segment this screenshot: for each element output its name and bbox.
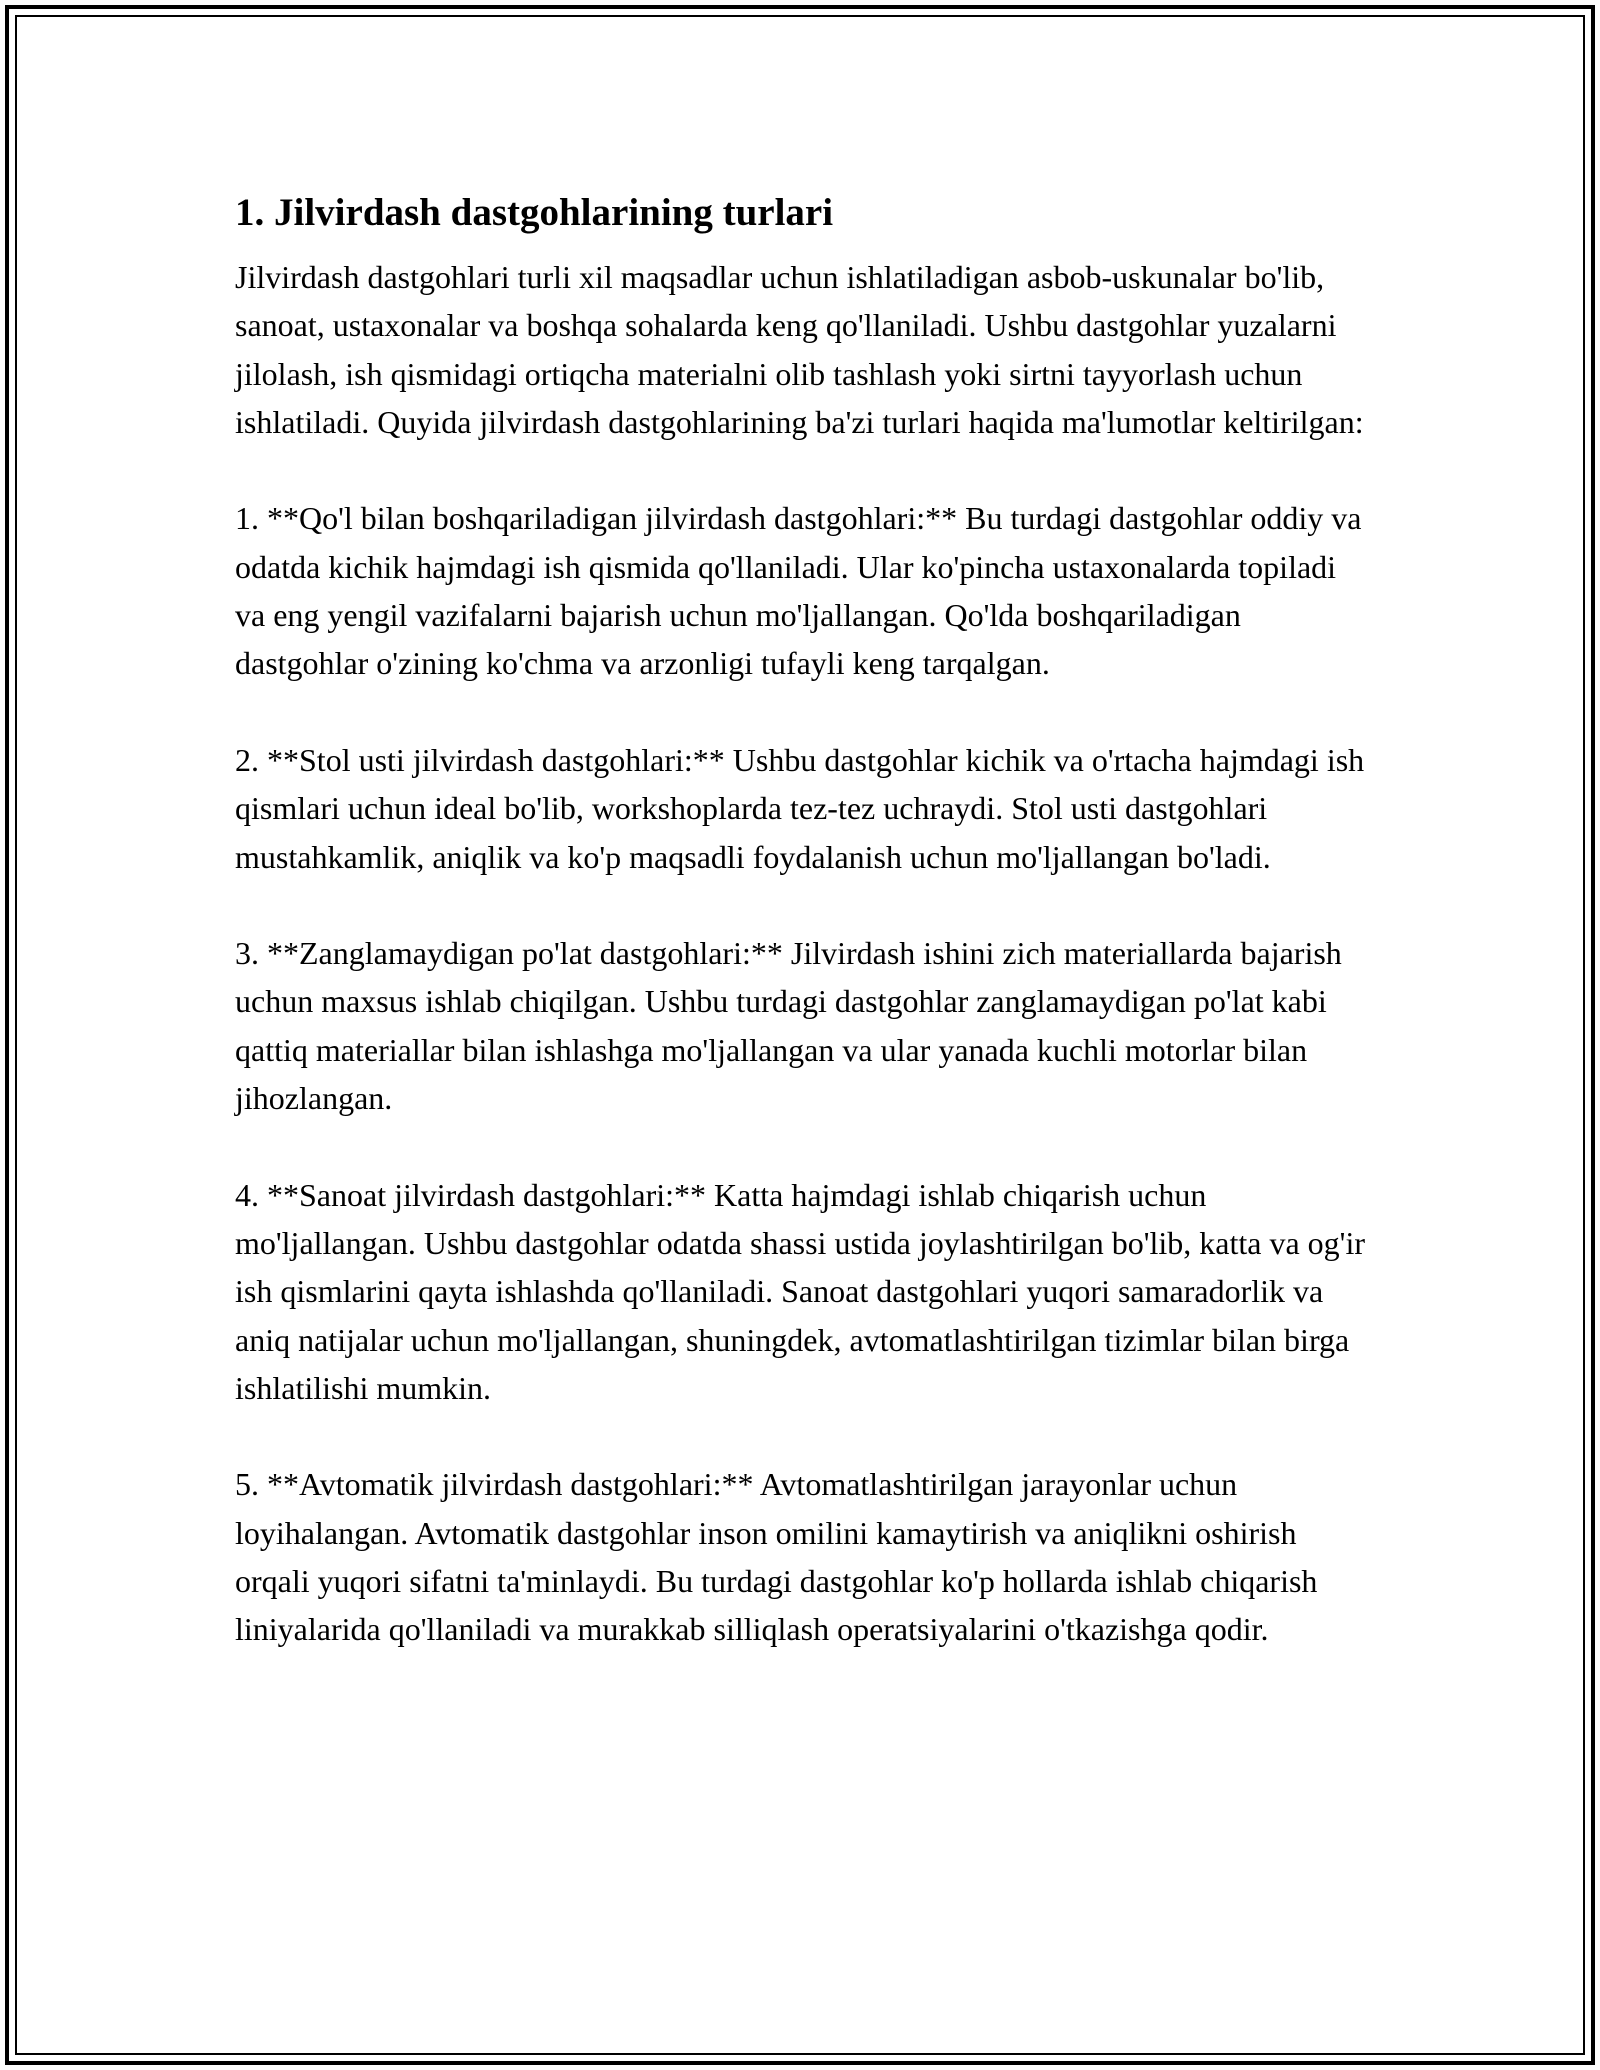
list-item-4: 4. **Sanoat jilvirdash dastgohlari:** Katta hajmdagi ishlab chiqarish uchun mo'ljallangan. Ushbu dastgohlar odatda shassi ustida joylashtirilgan bo'lib, katta va og'ir ish qismlarini qayta ishlashda qo'llaniladi. Sanoat dastgohlari yuqori samaradorlik va aniq natijalar uchun mo'ljallangan, shuningdek, avtomatlashtirilgan tizimlar bilan birga ishlatilishi mumkin. [235,1176,1365,1406]
document-body [235,185,1365,1654]
list-item-5: 5. **Avtomatik jilvirdash dastgohlari:** Avtomatlashtirilgan jarayonlar uchun loyihalangan. Avtomatik dastgohlar inson omilini kamaytirish va aniqlikni oshirish orqali yuqori sifatni ta'minlaydi. Bu turdagi dastgohlar ko'p hollarda ishlab chiqarish liniyalarida qo'llaniladi va murakkab silliqlash operatsiyalarini o'tkazishga qodir. [235,1466,1318,1648]
list-item-1: 1. **Qo'l bilan boshqariladigan jilvirdash dastgohlari:** Bu turdagi dastgohlar oddiy va odatda kichik hajmdagi ish qismida qo'llaniladi. Ular ko'pincha ustaxonalarda topiladi va eng yengil vazifalarni bajarish uchun mo'ljallangan. Qo'lda boshqariladigan dastgohlar o'zining ko'chma va arzonligi tufayli keng tarqalgan. [235,500,1362,682]
list-item-2: 2. **Stol usti jilvirdash dastgohlari:** Ushbu dastgohlar kichik va o'rtacha hajmdagi ish qismlari uchun ideal bo'lib, workshoplarda tez-tez uchraydi. Stol usti dastgohlari mustahkamlik, aniqlik va ko'p maqsadli foydalanish uchun mo'ljallangan bo'ladi. [235,741,1365,875]
list-item-3: 3. **Zanglamaydigan po'lat dastgohlari:** Jilvirdash ishini zich materiallarda bajarish uchun maxsus ishlab chiqilgan. Ushbu turdagi dastgohlar zanglamaydigan po'lat kabi qattiq materiallar bilan ishlashga mo'ljallangan va ular yanada kuchli motorlar bilan jihozlangan. [235,935,1342,1117]
document-title: 1. Jilvirdash dastgohlarining turlari [235,191,834,234]
intro-paragraph: Jilvirdash dastgohlari turli xil maqsadlar uchun ishlatiladigan asbob-uskunalar bo'lib, sanoat, ustaxonalar va boshqa sohalarda keng qo'llaniladi. Ushbu dastgohlar yuzalarni jilolash, ish qismidagi ortiqcha materialni olib tashlash yoki sirtni tayyorlash uchun ishlatiladi. Quyida jilvirdash dastgohlarining ba'zi turlari haqida ma'lumotlar keltirilgan: [235,259,1364,440]
